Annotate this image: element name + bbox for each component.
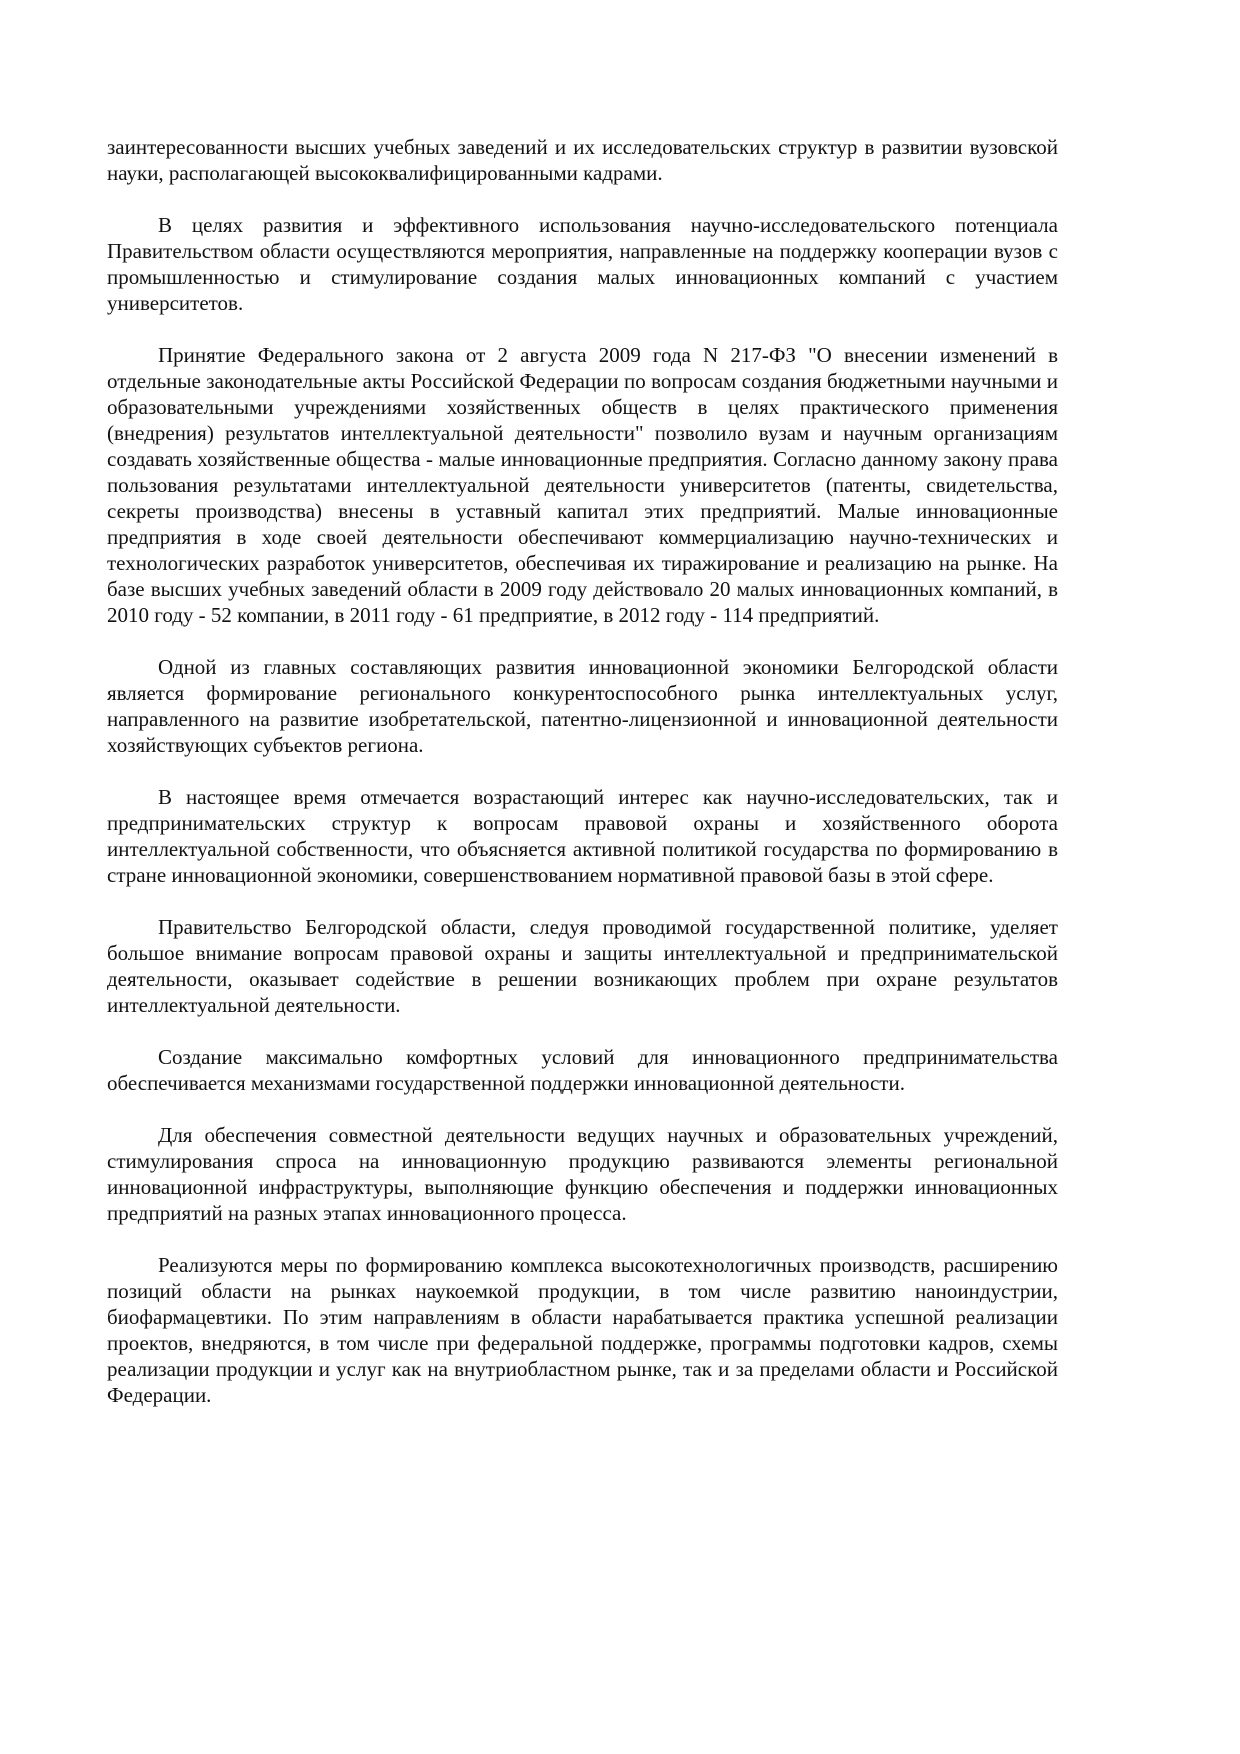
paragraph-government-policy: Правительство Белгородской области, следуя проводимой государственной политике, уделяет большое внимание вопросам правовой охраны и защиты интеллектуальной и предпринимательской деятельности, оказывает содействие в решении возникающих проблем при охране результатов интеллектуальной деятельности.: [107, 915, 1058, 1017]
paragraph-high-tech-production: Реализуются меры по формированию комплекса высокотехнологичных производств, расширению позиций области на рынках наукоемкой продукции, в том числе развитию наноиндустрии, биофармацевтики. По этим направлениям в области нарабатывается практика успешной реализации проектов, внедряются, в том числе при федеральной поддержке, программы подготовки кадров, схемы реализации продукции и услуг как на внутриобластном рынке, так и за пределами области и Российской Федерации.: [107, 1253, 1058, 1407]
paragraph-intellectual-services-market: Одной из главных составляющих развития инновационной экономики Белгородской области является формирование регионального конкурентоспособного рынка интеллектуальных услуг, направленного на развитие изобретательской, патентно-лицензионной и инновационной деятельности хозяйствующих субъектов региона.: [107, 655, 1058, 757]
paragraph-innovation-infrastructure: Для обеспечения совместной деятельности ведущих научных и образовательных учреждений, стимулирования спроса на инновационную продукцию развиваются элементы региональной инновационной инфраструктуры, выполняющие функцию обеспечения и поддержки инновационных предприятий на разных этапах инновационного процесса.: [107, 1123, 1058, 1225]
paragraph-research-potential: В целях развития и эффективного использования научно-исследовательского потенциала Правительством области осуществляются мероприятия, направленные на поддержку кооперации вузов с промышленностью и стимулирование создания малых инновационных компаний с участием университетов.: [107, 213, 1058, 315]
document-page: [107, 134, 1058, 1434]
paragraph-continuation: заинтересованности высших учебных заведений и их исследовательских структур в развитии вузовской науки, располагающей высококвалифицированными кадрами.: [107, 135, 1058, 185]
paragraph-state-support: Создание максимально комфортных условий для инновационного предпринимательства обеспечивается механизмами государственной поддержки инновационной деятельности.: [107, 1045, 1058, 1095]
paragraph-federal-law-217: Принятие Федерального закона от 2 августа 2009 года N 217-ФЗ "О внесении изменений в отдельные законодательные акты Российской Федерации по вопросам создания бюджетными научными и образовательными учреждениями хозяйственных обществ в целях практического применения (внедрения) результатов интеллектуальной деятельности" позволило вузам и научным организациям создавать хозяйственные общества - малые инновационные предприятия. Согласно данному закону права пользования результатами интеллектуальной деятельности университетов (патенты, свидетельства, секреты производства) внесены в уставный капитал этих предприятий. Малые инновационные предприятия в ходе своей деятельности обеспечивают коммерциализацию научно-технических и технологических разработок университетов, обеспечивая их тиражирование и реализацию на рынке. На базе высших учебных заведений области в 2009 году действовало 20 малых инновационных компаний, в 2010 году - 52 компании, в 2011 году - 61 предприятие, в 2012 году - 114 предприятий.: [107, 343, 1058, 627]
paragraph-ip-interest: В настоящее время отмечается возрастающий интерес как научно-исследовательских, так и предпринимательских структур к вопросам правовой охраны и хозяйственного оборота интеллектуальной собственности, что объясняется активной политикой государства по формированию в стране инновационной экономики, совершенствованием нормативной правовой базы в этой сфере.: [107, 785, 1058, 887]
